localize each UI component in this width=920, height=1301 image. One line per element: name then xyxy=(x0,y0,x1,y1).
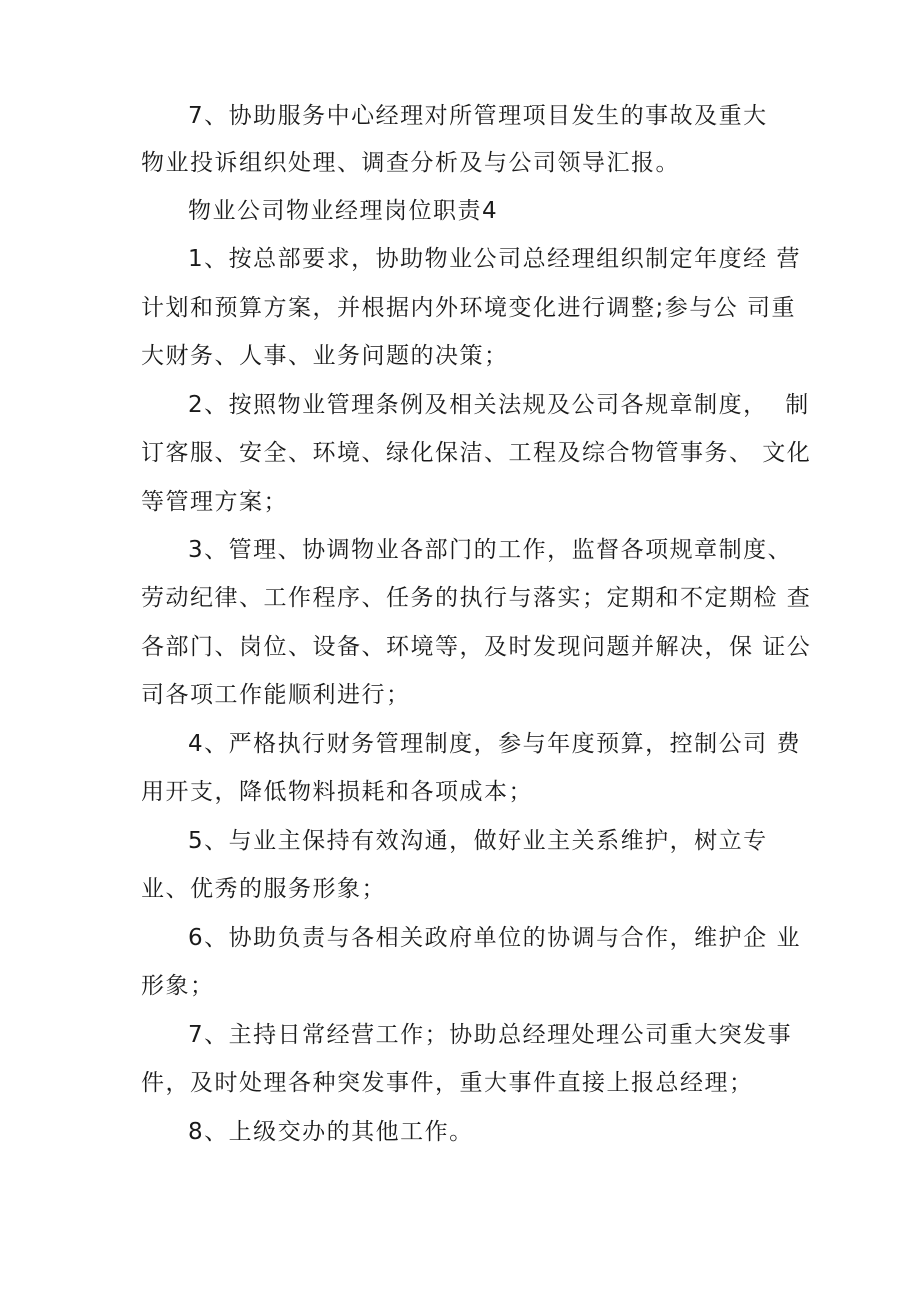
text-line: 计划和预算方案，并根据内外环境变化进行调整;参与公 司重 xyxy=(141,295,797,321)
text-line: 6、协助负责与各相关政府单位的协调与合作，维护企 业 xyxy=(188,925,801,951)
text-line: 7、主持日常经营工作；协助总经理处理公司重大突发事 xyxy=(188,1022,793,1048)
text-line: 1、按总部要求，协助物业公司总经理组织制定年度经 营 xyxy=(188,246,801,272)
text-line: 等管理方案； xyxy=(141,489,288,515)
text-line: 8、上级交办的其他工作。 xyxy=(188,1119,474,1145)
text-line: 3、管理、协调物业各部门的工作，监督各项规章制度、 xyxy=(188,537,793,563)
text-line: 劳动纪律、工作程序、任务的执行与落实；定期和不定期检 查 xyxy=(141,585,812,611)
text-line: 件，及时处理各种突发事件，重大事件直接上报总经理； xyxy=(141,1070,754,1096)
text-line: 业、优秀的服务形象； xyxy=(141,876,386,902)
text-line: 2、按照物业管理条例及相关法规及公司各规章制度， 制 xyxy=(188,392,810,418)
text-line: 物业投诉组织处理、调查分析及与公司领导汇报。 xyxy=(141,150,680,176)
text-line: 司各项工作能顺利进行； xyxy=(141,682,411,708)
text-line: 5、与业主保持有效沟通，做好业主关系维护，树立专 xyxy=(188,828,768,854)
text-line: 用开支，降低物料损耗和各项成本； xyxy=(141,779,533,805)
text-line: 订客服、安全、环境、绿化保洁、工程及综合物管事务、 文化 xyxy=(141,440,812,466)
text-line: 7、协助服务中心经理对所管理项目发生的事故及重大 xyxy=(188,103,768,129)
text-line: 各部门、岗位、设备、环境等，及时发现问题并解决，保 证公 xyxy=(141,634,812,660)
text-line: 4、严格执行财务管理制度，参与年度预算，控制公司 费 xyxy=(188,731,801,757)
section-heading: 物业公司物业经理岗位职责4 xyxy=(188,198,499,224)
text-line: 大财务、人事、业务问题的决策； xyxy=(141,343,509,369)
text-line: 形象； xyxy=(141,973,215,999)
